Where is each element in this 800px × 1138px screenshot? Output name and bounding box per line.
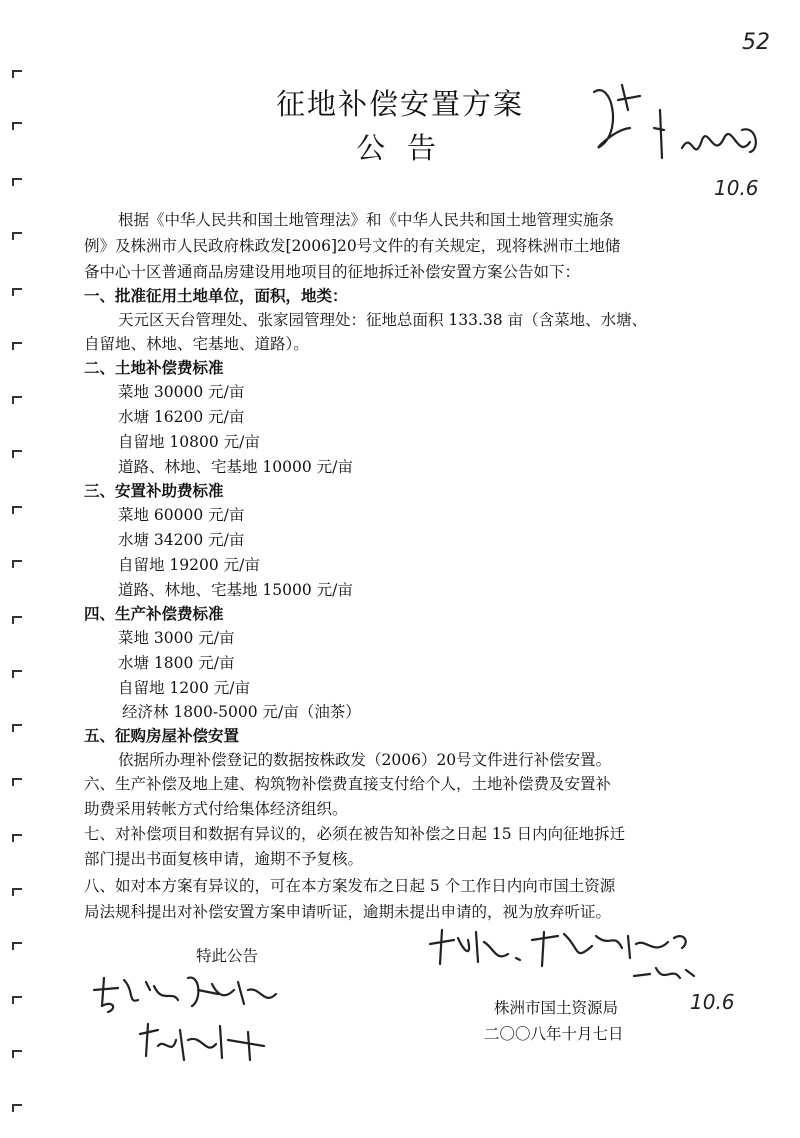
page-number-handwritten: 52 (742, 30, 770, 55)
section-heading: 五、征购房屋补偿安置 (84, 726, 240, 745)
rate-line: 水塘 1800 元/亩 (118, 654, 235, 672)
intro-line: 根据《中华人民共和国土地管理法》和《中华人民共和国土地管理实施条 (118, 211, 615, 229)
rate-line: 菜地 3000 元/亩 (118, 629, 235, 647)
binding-mark (12, 888, 22, 896)
section-line: 八、如对本方案有异议的，可在本方案发布之日起 5 个工作日内向市国土资源 (84, 877, 616, 895)
binding-mark (12, 1050, 22, 1058)
handwritten-date-bottom: 10.6 (690, 990, 735, 1014)
binding-mark (12, 616, 22, 624)
section-heading: 一、批准征用土地单位，面积，地类： (84, 286, 348, 305)
binding-mark (12, 342, 22, 350)
binding-mark (12, 996, 22, 1004)
section-line: 七、对补偿项目和数据有异议的，必须在被告知补偿之日起 15 日内向征地拆迁 (84, 825, 626, 843)
rate-line: 水塘 34200 元/亩 (118, 531, 245, 549)
signature-bottom-left (88, 960, 288, 1070)
section-line: 部门提出书面复核申请，逾期不予复核。 (84, 850, 364, 868)
section-heading: 二、土地补偿费标准 (84, 358, 224, 377)
section-line: 六、生产补偿及地上建、构筑物补偿费直接支付给个人，土地补偿费及安置补 (84, 775, 612, 793)
rate-line: 道路、林地、宅基地 10000 元/亩 (118, 458, 353, 476)
signature-bottom-right (424, 918, 704, 994)
rate-line: 自留地 10800 元/亩 (118, 433, 260, 451)
rate-line: 自留地 19200 元/亩 (118, 556, 260, 574)
handwritten-date-top: 10.6 (714, 176, 759, 200)
document-title: 征地补偿安置方案 (275, 87, 524, 121)
section-line: 自留地、林地、宅基地、道路）。 (84, 335, 309, 353)
document-subtitle: 公告 (355, 131, 458, 165)
binding-mark (12, 942, 22, 950)
binding-mark (12, 396, 22, 404)
binding-mark (12, 560, 22, 568)
binding-mark (12, 178, 22, 186)
intro-line: 例》及株洲市人民政府株政发[2006]20号文件的有关规定，现将株洲市土地储 (84, 237, 621, 255)
rate-line: 道路、林地、宅基地 15000 元/亩 (118, 581, 353, 599)
rate-line: 菜地 30000 元/亩 (118, 383, 245, 401)
binding-mark (12, 70, 22, 78)
intro-line: 备中心十区普通商品房建设用地项目的征地拆迁补偿安置方案公告如下： (84, 263, 581, 281)
issuer-name: 株洲市国土资源局 (494, 999, 619, 1017)
rate-line: 经济林 1800-5000 元/亩（油茶） (122, 703, 361, 721)
binding-mark (12, 778, 22, 786)
binding-mark (12, 232, 22, 240)
section-line: 依据所办理补偿登记的数据按株政发（2006）20号文件进行补偿安置。 (118, 751, 612, 769)
section-line: 局法规科提出对补偿安置方案申请听证，逾期未提出申请的，视为放弃听证。 (84, 903, 612, 921)
binding-mark (12, 670, 22, 678)
rate-line: 自留地 1200 元/亩 (118, 679, 251, 697)
binding-mark (12, 724, 22, 732)
issue-date: 二〇〇八年十月七日 (484, 1025, 624, 1043)
section-line: 助费采用转帐方式付给集体经济组织。 (84, 800, 348, 818)
section-line: 天元区天台管理处、张家园管理处：征地总面积 133.38 亩（含菜地、水塘、 (118, 311, 648, 329)
section-heading: 三、安置补助费标准 (84, 481, 224, 500)
binding-mark (12, 450, 22, 458)
binding-mark (12, 506, 22, 514)
binding-mark (12, 834, 22, 842)
binding-mark (12, 288, 22, 296)
closing-text: 特此公告 (196, 947, 259, 965)
rate-line: 菜地 60000 元/亩 (118, 506, 245, 524)
approval-signature-top (582, 70, 772, 190)
binding-mark (12, 1104, 22, 1112)
section-heading: 四、生产补偿费标准 (84, 604, 224, 623)
rate-line: 水塘 16200 元/亩 (118, 408, 245, 426)
